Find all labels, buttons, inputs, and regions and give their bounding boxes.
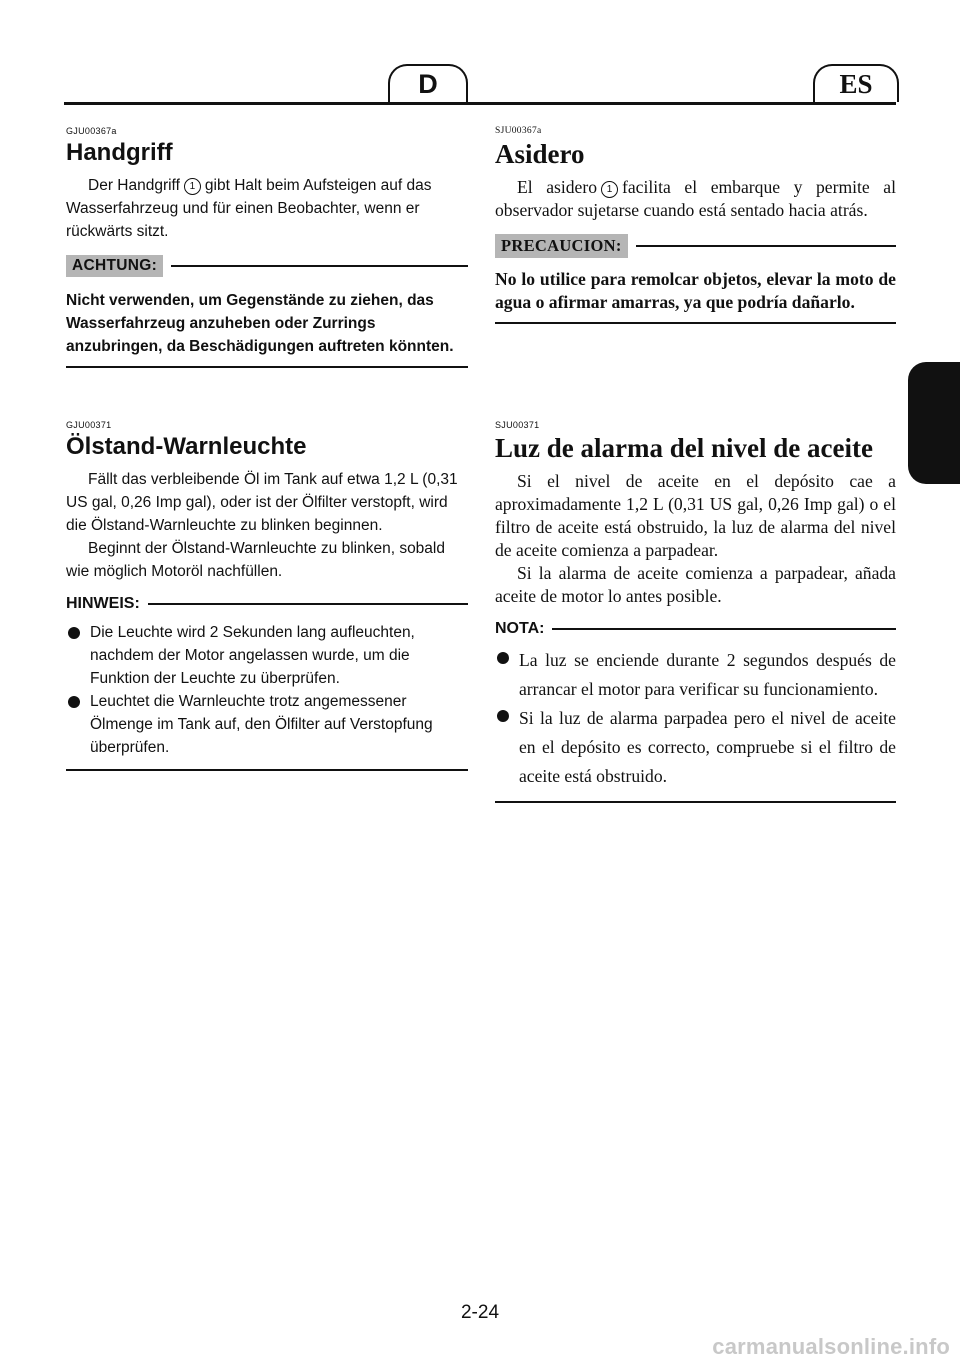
caution-text: No lo utilice para remolcar objetos, elevar la moto de agua o afirmar amarras, ya que podría dañarlo. bbox=[495, 268, 896, 312]
caution-end-rule bbox=[495, 322, 896, 324]
note-end-rule bbox=[495, 801, 896, 803]
body-paragraph: Fällt das verbleibende Öl im Tank auf etwa 1,2 L (0,31 US gal, 0,26 Imp gal), oder ist der Ölfilter verstopft, wird die Ölstand-Warnleuchte zu blinken beginnen. bbox=[66, 471, 458, 535]
section-code: GJU00371 bbox=[66, 420, 112, 430]
spanish-section-oil-warning bbox=[495, 410, 896, 803]
body-paragraph: Der Handgriff 1 gibt Halt beim Aufsteigen auf das Wasserfahrzeug und für einen Beobachter, wenn er rückwärts sitzt. bbox=[66, 177, 432, 241]
body-paragraph: Si el nivel de aceite en el depósito cae a aproximadamente 1,2 L (0,31 US gal, 0,26 Imp gal) o el filtro de aceite está obstruido, la luz de alarma del nivel de aceite comienza a parpadear. bbox=[495, 470, 896, 560]
list-item: Si la luz de alarma parpadea pero el nivel de aceite en el depósito es correcto, compruebe si el filtro de aceite está obstruido. bbox=[495, 704, 896, 791]
caution-text: Nicht verwenden, um Gegenstände zu ziehen, das Wasserfahrzeug anzuheben oder Zurrings anzubringen, da Beschädigungen auftreten könnten. bbox=[66, 292, 454, 356]
list-item: Leuchtet die Warnleuchte trotz angemessener Ölmenge im Tank auf, den Ölfilter auf Verstopfung überprüfen. bbox=[66, 690, 468, 759]
note-rule bbox=[148, 603, 468, 605]
body-paragraph: Si la alarma de aceite comienza a parpadear, añada aceite de motor lo antes posible. bbox=[495, 562, 896, 606]
section-code: SJU00367a bbox=[495, 126, 542, 136]
german-section-oil-warning bbox=[66, 410, 468, 771]
caution-rule bbox=[171, 265, 468, 267]
callout-number: 1 bbox=[601, 181, 618, 198]
body-paragraph: El asidero 1 facilita el embarque y permite al observador sujetarse cuando está sentado hacia atrás. bbox=[495, 176, 896, 220]
note-label: NOTA: bbox=[495, 619, 545, 637]
page-number: 2-24 bbox=[460, 1302, 500, 1323]
german-column bbox=[66, 116, 468, 368]
bullet-icon bbox=[497, 652, 509, 664]
chapter-thumb-tab bbox=[908, 362, 960, 484]
note-header bbox=[66, 595, 468, 613]
caution-end-rule bbox=[66, 366, 468, 368]
note-rule bbox=[552, 628, 896, 630]
spanish-column bbox=[495, 116, 896, 324]
body-paragraph: Beginnt der Ölstand-Warnleuchte zu blinken, sobald wie möglich Motoröl nachfüllen. bbox=[66, 540, 445, 581]
language-tab-german: D bbox=[388, 64, 468, 102]
bullet-icon bbox=[497, 710, 509, 722]
caution-header bbox=[495, 234, 896, 258]
section-title: Luz de alarma del nivel de aceite bbox=[495, 433, 873, 463]
list-item: La luz se enciende durante 2 segundos después de arrancar el motor para verificar su funcionamiento. bbox=[495, 646, 896, 704]
bullet-icon bbox=[68, 627, 80, 639]
note-end-rule bbox=[66, 769, 468, 771]
header-rule bbox=[64, 102, 896, 105]
caution-rule bbox=[636, 245, 896, 247]
section-title: Asidero bbox=[495, 139, 585, 169]
caution-label: PRECAUCION: bbox=[495, 234, 628, 258]
section-code: SJU00371 bbox=[495, 420, 540, 430]
callout-number: 1 bbox=[184, 178, 201, 195]
list-item: Die Leuchte wird 2 Sekunden lang aufleuchten, nachdem der Motor angelassen wurde, um die Funktion der Leuchte zu überprüfen. bbox=[66, 621, 468, 690]
bullet-icon bbox=[68, 696, 80, 708]
note-label: HINWEIS: bbox=[66, 595, 140, 613]
note-list bbox=[66, 621, 468, 759]
note-header bbox=[495, 620, 896, 638]
section-title: Handgriff bbox=[66, 139, 173, 166]
language-tab-spanish: ES bbox=[813, 64, 899, 102]
caution-header bbox=[66, 255, 468, 277]
section-code: GJU00367a bbox=[66, 126, 117, 136]
caution-label: ACHTUNG: bbox=[66, 255, 163, 277]
watermark: carmanualsonline.info bbox=[712, 1334, 950, 1359]
note-list bbox=[495, 646, 896, 791]
section-title: Ölstand-Warnleuchte bbox=[66, 433, 307, 460]
